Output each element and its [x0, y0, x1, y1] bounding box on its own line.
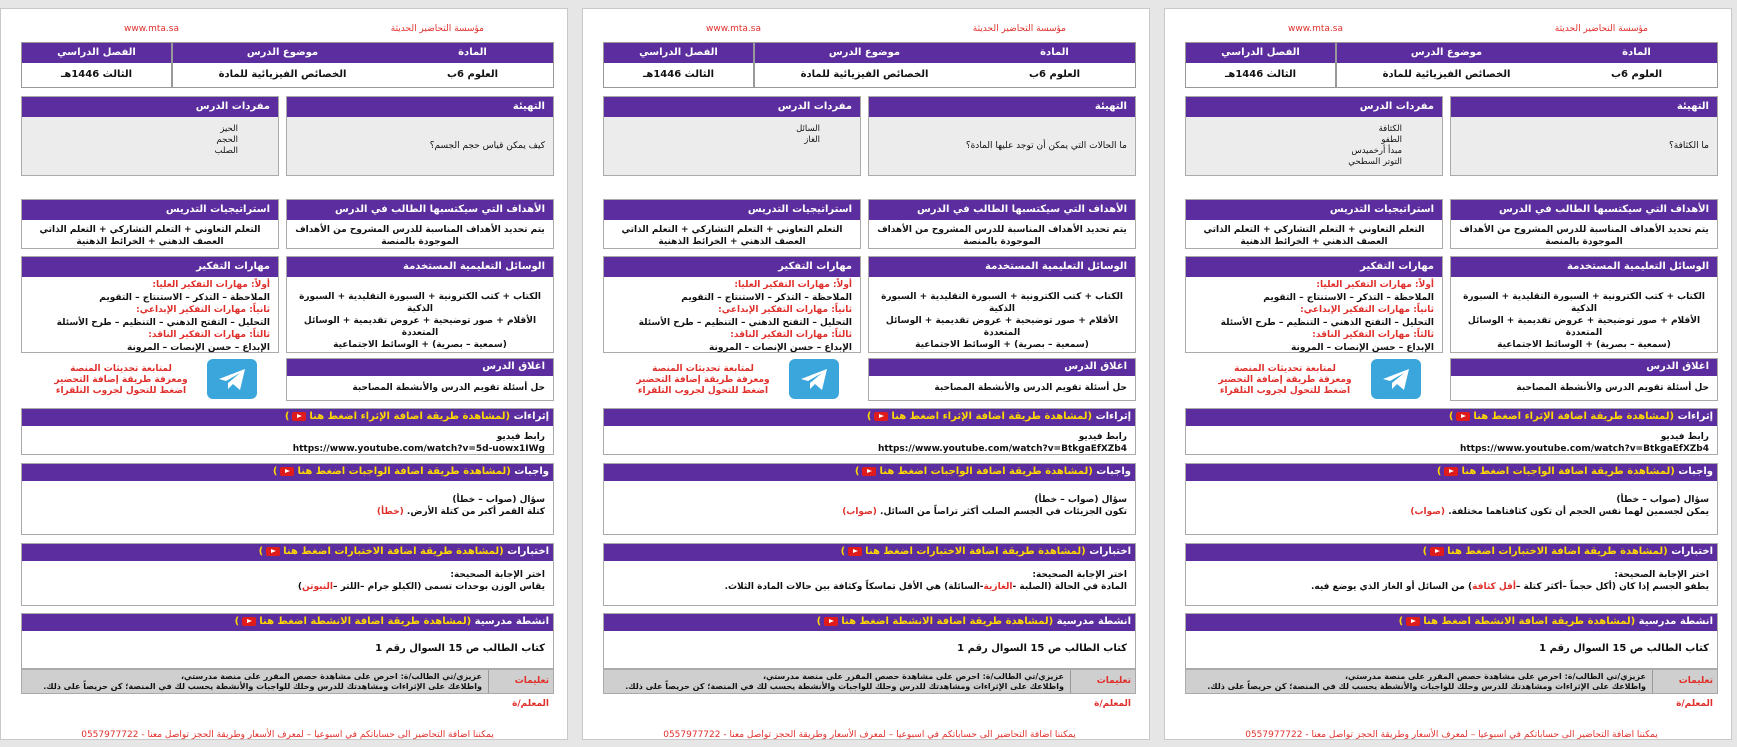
skills-title: مهارات التفكير — [22, 257, 278, 277]
activity-text: كتاب الطالب ص 15 السوال رقم 1 — [375, 643, 545, 654]
enrichment-section — [603, 408, 1136, 455]
instructions-line1: عزيزي/تي الطالب/ة: احرص على مشاهدة حصص المقرر على منصة مدرستي، — [181, 672, 482, 681]
goals-box — [1450, 199, 1718, 249]
youtube-icon — [1430, 547, 1444, 556]
tools-line2: الأقلام + صور توضيحية + عروض تقديمية + الوسائل المتعددة — [303, 316, 537, 338]
homework-label: واجبات — [1096, 466, 1131, 477]
skills-line-3: الإبداع – حسن الإنصات – المرونة — [1291, 342, 1434, 353]
topic-header: موضوع الدرس — [754, 43, 974, 63]
tests-section — [603, 543, 1136, 606]
skills-heading-3: ثالثاً: مهارات التفكير الناقد: — [1312, 330, 1434, 340]
test-instruction: اختر الإجابة الصحيحة: — [450, 570, 545, 580]
strategies-line2: العصف الذهني + الخرائط الذهنية — [1240, 237, 1388, 247]
vocab-item: التوتر السطحي — [1348, 157, 1402, 167]
activity-text: كتاب الطالب ص 15 السوال رقم 1 — [957, 643, 1127, 654]
homework-statement: كتلة القمر أكبر من كتلة الأرض. — [406, 507, 545, 517]
promo-line3: اضغط للتحول لجروب التلقراء — [1219, 386, 1351, 396]
closing-box — [286, 358, 554, 401]
homework-section — [1185, 463, 1718, 535]
youtube-icon — [1444, 467, 1458, 476]
intro-text: ما الكثافة؟ — [1451, 117, 1717, 175]
homework-answer: (صواب) — [842, 507, 877, 517]
tests-section — [21, 543, 554, 606]
strategies-box — [603, 199, 861, 249]
intro-title: التهيئة — [1451, 97, 1717, 117]
goals-title: الأهداف التي سيكتسبها الطالب في الدرس — [287, 200, 553, 220]
skills-heading-2: ثانياً: مهارات التفكير الإبداعي: — [1300, 305, 1434, 315]
tests-help-link[interactable]: (لمشاهدة طريقة اضافة الاختبارات اضغط هنا) — [1422, 546, 1668, 557]
activities-section — [1185, 613, 1718, 669]
video-label: رابط فيديو — [496, 432, 545, 442]
video-label: رابط فيديو — [1660, 432, 1709, 442]
tools-line1: الكتاب + كتب الكترونية + السبورة التقليدية + السبورة الذكية — [299, 292, 541, 314]
youtube-icon — [242, 617, 256, 626]
tests-label: اختبارات — [1671, 546, 1713, 557]
youtube-icon — [848, 547, 862, 556]
teacher-instructions — [21, 669, 554, 709]
lesson-header-table — [1185, 42, 1718, 88]
strategies-line2: العصف الذهني + الخرائط الذهنية — [76, 237, 224, 247]
strategies-box — [1185, 199, 1443, 249]
test-instruction: اختر الإجابة الصحيحة: — [1614, 570, 1709, 580]
activities-help-link[interactable]: (لمشاهدة طريقة اضافة الانشطة اضغط هنا) — [1398, 616, 1636, 627]
activities-section — [603, 613, 1136, 669]
skills-line-2: التحليل – التفتح الذهني – التنظيم – طرح الأسئلة — [56, 317, 270, 328]
tools-line3: (سمعية – بصرية) + الوسائط الاجتماعية — [915, 340, 1089, 350]
tools-title: الوسائل التعليمية المستخدمة — [1451, 257, 1717, 277]
skills-title: مهارات التفكير — [604, 257, 860, 277]
skills-heading-3: ثالثاً: مهارات التفكير الناقد: — [730, 330, 852, 340]
tests-section — [1185, 543, 1718, 606]
term-value: الثالث 1446هـ — [22, 63, 172, 87]
telegram-icon[interactable] — [1371, 359, 1421, 399]
homework-section — [603, 463, 1136, 535]
homework-question-type: سؤال (صواب – خطأ) — [1616, 495, 1709, 505]
homework-statement: تكون الجزيئات في الجسم الصلب أكثر تراصاً من السائل. — [880, 507, 1127, 517]
video-url[interactable]: https://www.youtube.com/watch?v=BtkgaEfXZb4 — [877, 444, 1127, 454]
activities-section — [21, 613, 554, 669]
skills-heading-1: أولاً: مهارات التفكير العليا: — [1316, 280, 1434, 290]
website-url[interactable]: www.mta.sa — [706, 24, 761, 34]
tools-line3: (سمعية – بصرية) + الوسائط الاجتماعية — [1497, 340, 1671, 350]
activities-help-link[interactable]: (لمشاهدة طريقة اضافة الانشطة اضغط هنا) — [234, 616, 472, 627]
vocab-item: الطفو — [1381, 135, 1402, 145]
goals-text: يتم تحديد الأهداف المناسبة للدرس المشروح من الأهداف الموجودة بالمنصة — [877, 225, 1127, 247]
skills-heading-2: ثانياً: مهارات التفكير الإبداعي: — [718, 305, 852, 315]
tests-label: اختبارات — [507, 546, 549, 557]
homework-answer: (صواب) — [1410, 507, 1446, 517]
tools-line3: (سمعية – بصرية) + الوسائط الاجتماعية — [333, 340, 507, 350]
promo-line1: لمتابعة تحديثات المنصة — [1234, 364, 1336, 374]
activities-label: انشطة مدرسية — [1056, 616, 1131, 627]
closing-title: اغلاق الدرس — [1451, 359, 1717, 376]
closing-box — [868, 358, 1136, 401]
youtube-icon — [1406, 617, 1420, 626]
topic-value: الخصائص الفيزيائية للمادة — [172, 63, 392, 87]
vocab-item: السائل — [796, 124, 820, 134]
skills-line-1: الملاحظة – التذكر – الاستنتاج – التقويم — [1263, 292, 1434, 303]
tools-line2: الأقلام + صور توضيحية + عروض تقديمية + الوسائل المتعددة — [885, 316, 1119, 338]
skills-box — [21, 256, 279, 353]
youtube-icon — [1456, 412, 1470, 421]
homework-statement: يمكن لجسمين لهما نفس الحجم أن تكون كثافتاهما مختلفة. — [1448, 507, 1709, 517]
test-question: المادة في الحالة (الصلبة -الغازية-السائلة) هي الأقل تماسكاً وكثافة بين حالات المادة الثلاث. — [724, 582, 1127, 592]
skills-heading-1: أولاً: مهارات التفكير العليا: — [734, 280, 852, 290]
goals-text: يتم تحديد الأهداف المناسبة للدرس المشروح من الأهداف الموجودة بالمنصة — [295, 225, 545, 247]
promo-line1: لمتابعة تحديثات المنصة — [70, 364, 172, 374]
homework-question-type: سؤال (صواب – خطأ) — [452, 495, 545, 505]
tests-help-link[interactable]: (لمشاهدة طريقة اضافة الاختبارات اضغط هنا) — [258, 546, 504, 557]
strategies-title: استراتيجيات التدريس — [22, 200, 278, 220]
vocab-item: الحيز — [220, 124, 238, 134]
vocab-list — [22, 117, 278, 175]
youtube-icon — [824, 617, 838, 626]
strategies-line1: التعلم التعاوني + التعلم التشاركي + التعلم الذاتي — [621, 225, 843, 235]
youtube-icon — [292, 412, 306, 421]
footer-contact[interactable]: يمكننا اضافة التحاضير الى حساباتكم في اسبوعيا – لمعرف الأسعار وطريقة الحجز تواصل معنا - 0557977722 — [663, 730, 1076, 740]
closing-text: حل أسئلة تقويم الدرس والأنشطة المصاحبة — [934, 383, 1127, 393]
skills-line-2: التحليل – التفتح الذهني – التنظيم – طرح الأسئلة — [638, 317, 852, 328]
instructions-line1: عزيزي/تي الطالب/ة: احرص على مشاهدة حصص المقرر على منصة مدرستي، — [763, 672, 1064, 681]
enrichment-label: إثراءات — [1095, 411, 1131, 422]
video-url[interactable]: https://www.youtube.com/watch?v=5d-uowx1IWg — [292, 444, 545, 454]
enrichment-section — [1185, 408, 1718, 455]
goals-title: الأهداف التي سيكتسبها الطالب في الدرس — [869, 200, 1135, 220]
subject-value: العلوم 6ب — [1028, 69, 1081, 80]
goals-title: الأهداف التي سيكتسبها الطالب في الدرس — [1451, 200, 1717, 220]
lesson-plan-sheet — [0, 8, 568, 740]
lesson-header-table — [21, 42, 554, 88]
org-name: مؤسسة التحاضير الحديثة — [1554, 24, 1648, 34]
strategies-title: استراتيجيات التدريس — [1186, 200, 1442, 220]
enrichment-section — [21, 408, 554, 455]
tools-title: الوسائل التعليمية المستخدمة — [287, 257, 553, 277]
video-url[interactable]: https://www.youtube.com/watch?v=BtkgaEfXZb4 — [1459, 444, 1709, 454]
lesson-header-table — [603, 42, 1136, 88]
homework-help-link[interactable]: (لمشاهدة طريقة اضافة الواجبات اضغط هنا) — [854, 466, 1093, 477]
goals-box — [286, 199, 554, 249]
term-header: الفصل الدراسي — [604, 43, 754, 63]
vocab-item: الكثافة — [1378, 124, 1402, 134]
vocab-list — [1186, 117, 1442, 175]
activities-label: انشطة مدرسية — [1638, 616, 1713, 627]
strategies-line1: التعلم التعاوني + التعلم التشاركي + التعلم الذاتي — [39, 225, 261, 235]
homework-section — [21, 463, 554, 535]
subject-value: العلوم 6ب — [446, 69, 499, 80]
footer-contact[interactable]: يمكننا اضافة التحاضير الى حساباتكم في اسبوعيا – لمعرف الأسعار وطريقة الحجز تواصل معنا - 0557977722 — [1245, 730, 1658, 740]
skills-box — [603, 256, 861, 353]
tools-title: الوسائل التعليمية المستخدمة — [869, 257, 1135, 277]
topic-value: الخصائص الفيزيائية للمادة — [754, 63, 974, 87]
promo-line2: ومعرفة طريقة إضافة التحضير — [636, 375, 770, 385]
vocab-title: مفردات الدرس — [22, 97, 278, 117]
homework-label: واجبات — [514, 466, 549, 477]
skills-heading-1: أولاً: مهارات التفكير العليا: — [152, 280, 270, 290]
youtube-icon — [862, 467, 876, 476]
test-answer: أقل كثافة — [1472, 582, 1516, 592]
closing-title: اغلاق الدرس — [287, 359, 553, 376]
enrichment-label: إثراءات — [1677, 411, 1713, 422]
vocab-item: الغاز — [804, 135, 820, 145]
enrichment-help-link[interactable]: (لمشاهدة طريقة اضافة الإثراء اضغط هنا) — [284, 411, 511, 422]
intro-text: ما الحالات التي يمكن أن توجد عليها المادة؟ — [869, 117, 1135, 175]
vocab-box — [21, 96, 279, 176]
org-name: مؤسسة التحاضير الحديثة — [390, 24, 484, 34]
teacher-instructions — [1185, 669, 1718, 709]
strategies-title: استراتيجيات التدريس — [604, 200, 860, 220]
promo-line3: اضغط للتحول لجروب التلقراء — [637, 386, 769, 396]
instructions-line2: واطلاعك على الإثراءات ومشاهدتك للدرس وحلك للواجبات والأنشطة يحسب لك في المنصة؛ كن حريصاً على ذلك. — [43, 682, 482, 691]
lesson-plan-sheet — [1164, 8, 1732, 740]
telegram-promo[interactable] — [633, 364, 773, 397]
term-value: الثالث 1446هـ — [604, 63, 754, 87]
skills-line-3: الإبداع – حسن الإنصات – المرونة — [127, 342, 270, 353]
instructions-label: تعليمات المعلم/ة — [1652, 670, 1717, 693]
activity-text: كتاب الطالب ص 15 السوال رقم 1 — [1539, 643, 1709, 654]
test-answer: النيوتن — [302, 582, 333, 592]
telegram-icon[interactable] — [789, 359, 839, 399]
homework-help-link[interactable]: (لمشاهدة طريقة اضافة الواجبات اضغط هنا) — [1436, 466, 1675, 477]
vocab-title: مفردات الدرس — [604, 97, 860, 117]
closing-title: اغلاق الدرس — [869, 359, 1135, 376]
intro-box — [1450, 96, 1718, 176]
promo-line1: لمتابعة تحديثات المنصة — [652, 364, 754, 374]
strategies-box — [21, 199, 279, 249]
test-question: يطفو الجسم إذا كان (أكل حجماً –أكثر كتلة –أقل كثافة) من السائل أو الغاز الذي يوضع فيه. — [1310, 582, 1709, 592]
skills-box — [1185, 256, 1443, 353]
website-url[interactable]: www.mta.sa — [124, 24, 179, 34]
strategies-line2: العصف الذهني + الخرائط الذهنية — [658, 237, 806, 247]
homework-help-link[interactable]: (لمشاهدة طريقة اضافة الواجبات اضغط هنا) — [272, 466, 511, 477]
skills-line-1: الملاحظة – التذكر – الاستنتاج – التقويم — [681, 292, 852, 303]
instructions-line1: عزيزي/تي الطالب/ة: احرص على مشاهدة حصص المقرر على منصة مدرستي، — [1345, 672, 1646, 681]
topic-value: الخصائص الفيزيائية للمادة — [1336, 63, 1556, 87]
intro-box — [868, 96, 1136, 176]
subject-header: المادة — [1622, 47, 1651, 58]
tests-help-link[interactable]: (لمشاهدة طريقة اضافة الاختبارات اضغط هنا) — [840, 546, 1086, 557]
goals-text: يتم تحديد الأهداف المناسبة للدرس المشروح من الأهداف الموجودة بالمنصة — [1459, 225, 1709, 247]
lesson-plan-sheet — [582, 8, 1150, 740]
test-question: يقاس الوزن بوحدات تسمى (الكيلو جرام –اللتر –النيوتن) — [297, 582, 545, 592]
org-name: مؤسسة التحاضير الحديثة — [972, 24, 1066, 34]
vocab-box — [603, 96, 861, 176]
teacher-instructions — [603, 669, 1136, 709]
homework-answer: (خطأ) — [376, 507, 404, 517]
tests-label: اختبارات — [1089, 546, 1131, 557]
tools-box — [286, 256, 554, 353]
term-header: الفصل الدراسي — [1186, 43, 1336, 63]
promo-line2: ومعرفة طريقة إضافة التحضير — [54, 375, 188, 385]
vocab-title: مفردات الدرس — [1186, 97, 1442, 117]
intro-text: كيف يمكن قياس حجم الجسم؟ — [287, 117, 553, 175]
vocab-box — [1185, 96, 1443, 176]
promo-line2: ومعرفة طريقة إضافة التحضير — [1218, 375, 1352, 385]
tools-line2: الأقلام + صور توضيحية + عروض تقديمية + الوسائل المتعددة — [1467, 316, 1701, 338]
subject-header: المادة — [458, 47, 487, 58]
tools-box — [868, 256, 1136, 353]
closing-box — [1450, 358, 1718, 401]
homework-question-type: سؤال (صواب – خطأ) — [1034, 495, 1127, 505]
skills-line-2: التحليل – التفتح الذهني – التنظيم – طرح الأسئلة — [1220, 317, 1434, 328]
youtube-icon — [874, 412, 888, 421]
topic-header: موضوع الدرس — [172, 43, 392, 63]
vocab-item: مبدأ أرخميدس — [1351, 146, 1402, 156]
intro-box — [286, 96, 554, 176]
tools-line1: الكتاب + كتب الكترونية + السبورة التقليدية + السبورة الذكية — [881, 292, 1123, 314]
vocab-item: الحجم — [216, 135, 238, 145]
telegram-promo[interactable] — [1215, 364, 1355, 397]
tools-line1: الكتاب + كتب الكترونية + السبورة التقليدية + السبورة الذكية — [1463, 292, 1705, 314]
website-url[interactable]: www.mta.sa — [1288, 24, 1343, 34]
instructions-line2: واطلاعك على الإثراءات ومشاهدتك للدرس وحلك للواجبات والأنشطة يحسب لك في المنصة؛ كن حريصاً على ذلك. — [1207, 682, 1646, 691]
skills-title: مهارات التفكير — [1186, 257, 1442, 277]
skills-line-3: الإبداع – حسن الإنصات – المرونة — [709, 342, 852, 353]
test-answer: الغازية — [983, 582, 1013, 592]
instructions-line2: واطلاعك على الإثراءات ومشاهدتك للدرس وحلك للواجبات والأنشطة يحسب لك في المنصة؛ كن حريصاً على ذلك. — [625, 682, 1064, 691]
skills-heading-3: ثالثاً: مهارات التفكير الناقد: — [148, 330, 270, 340]
enrichment-help-link[interactable]: (لمشاهدة طريقة اضافة الإثراء اضغط هنا) — [1448, 411, 1675, 422]
promo-line3: اضغط للتحول لجروب التلقراء — [55, 386, 187, 396]
term-value: الثالث 1446هـ — [1186, 63, 1336, 87]
skills-heading-2: ثانياً: مهارات التفكير الإبداعي: — [136, 305, 270, 315]
youtube-icon — [266, 547, 280, 556]
homework-label: واجبات — [1678, 466, 1713, 477]
vocab-list — [604, 117, 860, 175]
strategies-line1: التعلم التعاوني + التعلم التشاركي + التعلم الذاتي — [1203, 225, 1425, 235]
enrichment-help-link[interactable]: (لمشاهدة طريقة اضافة الإثراء اضغط هنا) — [866, 411, 1093, 422]
instructions-label: تعليمات المعلم/ة — [488, 670, 553, 693]
term-header: الفصل الدراسي — [22, 43, 172, 63]
telegram-icon[interactable] — [207, 359, 257, 399]
tools-box — [1450, 256, 1718, 353]
subject-value: العلوم 6ب — [1610, 69, 1663, 80]
goals-box — [868, 199, 1136, 249]
topic-header: موضوع الدرس — [1336, 43, 1556, 63]
subject-header: المادة — [1040, 47, 1069, 58]
skills-line-1: الملاحظة – التذكر – الاستنتاج – التقويم — [99, 292, 270, 303]
closing-text: حل أسئلة تقويم الدرس والأنشطة المصاحبة — [352, 383, 545, 393]
youtube-icon — [280, 467, 294, 476]
activities-label: انشطة مدرسية — [474, 616, 549, 627]
footer-contact[interactable]: يمكننا اضافة التحاضير الى حساباتكم في اسبوعيا – لمعرف الأسعار وطريقة الحجز تواصل معنا - 0557977722 — [81, 730, 494, 740]
test-instruction: اختر الإجابة الصحيحة: — [1032, 570, 1127, 580]
closing-text: حل أسئلة تقويم الدرس والأنشطة المصاحبة — [1516, 383, 1709, 393]
activities-help-link[interactable]: (لمشاهدة طريقة اضافة الانشطة اضغط هنا) — [816, 616, 1054, 627]
video-label: رابط فيديو — [1078, 432, 1127, 442]
intro-title: التهيئة — [287, 97, 553, 117]
vocab-item: الصلب — [214, 146, 238, 156]
telegram-promo[interactable] — [51, 364, 191, 397]
instructions-label: تعليمات المعلم/ة — [1070, 670, 1135, 693]
intro-title: التهيئة — [869, 97, 1135, 117]
enrichment-label: إثراءات — [513, 411, 549, 422]
